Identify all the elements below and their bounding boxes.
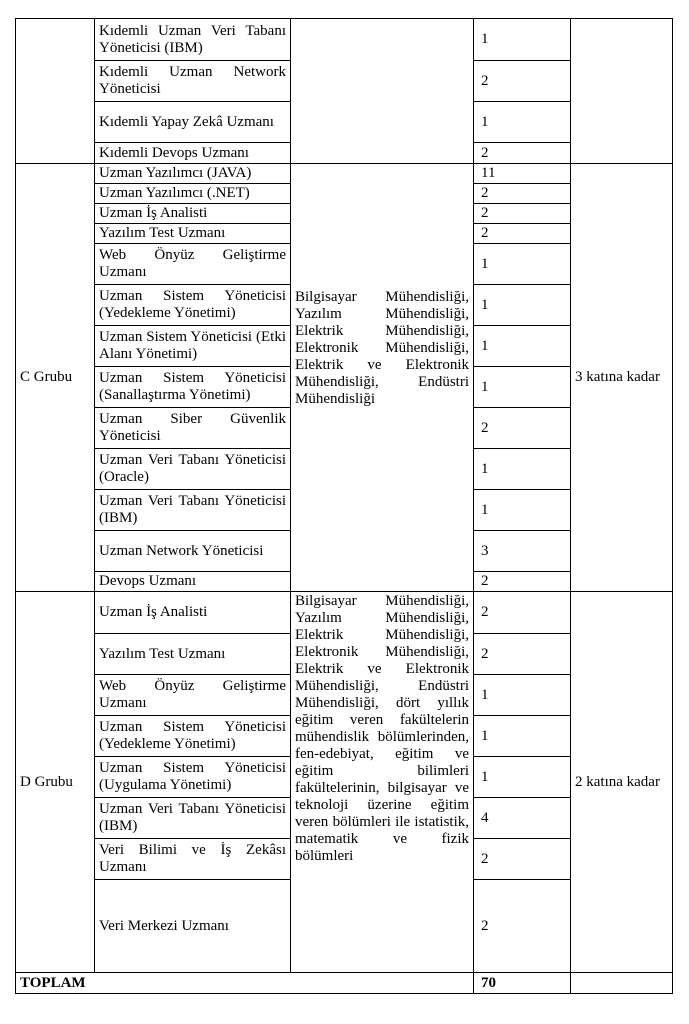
position-count: 2 xyxy=(474,224,571,244)
position-title: Kıdemli Uzman Veri Tabanı Yöneticisi (IBM) xyxy=(95,19,291,61)
position-count: 2 xyxy=(474,634,571,675)
position-title: Uzman İş Analisti xyxy=(95,204,291,224)
position-title: Uzman Yazılımcı (.NET) xyxy=(95,184,291,204)
table-row xyxy=(16,592,673,634)
position-count: 1 xyxy=(474,19,571,61)
position-count: 2 xyxy=(474,184,571,204)
total-value: 70 xyxy=(474,973,571,994)
total-empty-cell xyxy=(571,973,673,994)
position-title: Uzman Yazılımcı (JAVA) xyxy=(95,164,291,184)
position-count: 1 xyxy=(474,244,571,285)
table-row xyxy=(16,19,673,61)
position-count: 2 xyxy=(474,880,571,973)
total-row xyxy=(16,973,673,994)
table-row xyxy=(16,164,673,184)
position-title: Uzman Sistem Yöneticisi (Etki Alanı Yönetimi) xyxy=(95,326,291,367)
education-cell-b xyxy=(291,19,474,164)
salary-cell-d: 2 katına kadar xyxy=(571,592,673,973)
position-count: 2 xyxy=(474,592,571,634)
position-title: Yazılım Test Uzmanı xyxy=(95,224,291,244)
position-count: 1 xyxy=(474,102,571,143)
position-title: Uzman Sistem Yöneticisi (Uygulama Yönetimi) xyxy=(95,757,291,798)
position-title: Uzman Veri Tabanı Yöneticisi (IBM) xyxy=(95,798,291,839)
position-count: 4 xyxy=(474,798,571,839)
salary-cell-c: 3 katına kadar xyxy=(571,164,673,592)
total-label: TOPLAM xyxy=(16,973,474,994)
position-count: 1 xyxy=(474,326,571,367)
position-title: Veri Merkezi Uzmanı xyxy=(95,880,291,973)
education-text-d: Bilgisayar Mühendisliği, Yazılım Mühendisliği, Elektrik Mühendisliği, Elektronik Mühendisliği, Elektrik ve Elektronik Mühendisliği, Endüstri Mühendisliği, dört yıllık eğitim veren fakültelerin mühendislik bölümlerinden, fen-edebiyat, eğitim ve eğitim bilimleri fakültelerinin, bilgisayar ve teknoloji üzerine eğitim veren bölümleri ile istatistik, matematik ve fizik bölümleri xyxy=(295,593,469,864)
position-title: Veri Bilimi ve İş Zekâsı Uzmanı xyxy=(95,839,291,880)
position-count: 2 xyxy=(474,204,571,224)
position-title: Yazılım Test Uzmanı xyxy=(95,634,291,675)
salary-cell-b xyxy=(571,19,673,164)
position-count: 2 xyxy=(474,839,571,880)
position-title: Uzman Veri Tabanı Yöneticisi (Oracle) xyxy=(95,449,291,490)
position-title: Kıdemli Uzman Network Yöneticisi xyxy=(95,61,291,102)
position-title: Uzman Sistem Yöneticisi (Sanallaştırma Yönetimi) xyxy=(95,367,291,408)
position-title: Web Önyüz Geliştirme Uzmanı xyxy=(95,244,291,285)
position-title: Uzman İş Analisti xyxy=(95,592,291,634)
position-count: 2 xyxy=(474,61,571,102)
position-count: 1 xyxy=(474,449,571,490)
group-cell-b xyxy=(16,19,95,164)
positions-table xyxy=(15,18,673,994)
position-count: 2 xyxy=(474,143,571,164)
position-title: Kıdemli Devops Uzmanı xyxy=(95,143,291,164)
education-cell-d xyxy=(291,592,474,973)
position-count: 1 xyxy=(474,675,571,716)
position-title: Web Önyüz Geliştirme Uzmanı xyxy=(95,675,291,716)
position-count: 1 xyxy=(474,716,571,757)
position-title: Uzman Veri Tabanı Yöneticisi (IBM) xyxy=(95,490,291,531)
position-count: 1 xyxy=(474,367,571,408)
position-title: Uzman Network Yöneticisi xyxy=(95,531,291,572)
position-count: 1 xyxy=(474,285,571,326)
position-count: 2 xyxy=(474,408,571,449)
position-count: 1 xyxy=(474,757,571,798)
group-name-c: C Grubu xyxy=(16,164,95,592)
position-title: Uzman Sistem Yöneticisi (Yedekleme Yönetimi) xyxy=(95,285,291,326)
position-title: Uzman Siber Güvenlik Yöneticisi xyxy=(95,408,291,449)
position-count: 3 xyxy=(474,531,571,572)
position-count: 2 xyxy=(474,572,571,592)
group-name-d: D Grubu xyxy=(16,592,95,973)
position-count: 11 xyxy=(474,164,571,184)
position-title: Uzman Sistem Yöneticisi (Yedekleme Yönetimi) xyxy=(95,716,291,757)
education-text-c: Bilgisayar Mühendisliği, Yazılım Mühendisliği, Elektrik Mühendisliği, Elektronik Mühendisliği, Elektrik ve Elektronik Mühendisliği, Endüstri Mühendisliği xyxy=(295,289,469,407)
education-cell-c xyxy=(291,164,474,592)
position-title: Devops Uzmanı xyxy=(95,572,291,592)
position-count: 1 xyxy=(474,490,571,531)
position-title: Kıdemli Yapay Zekâ Uzmanı xyxy=(95,102,291,143)
